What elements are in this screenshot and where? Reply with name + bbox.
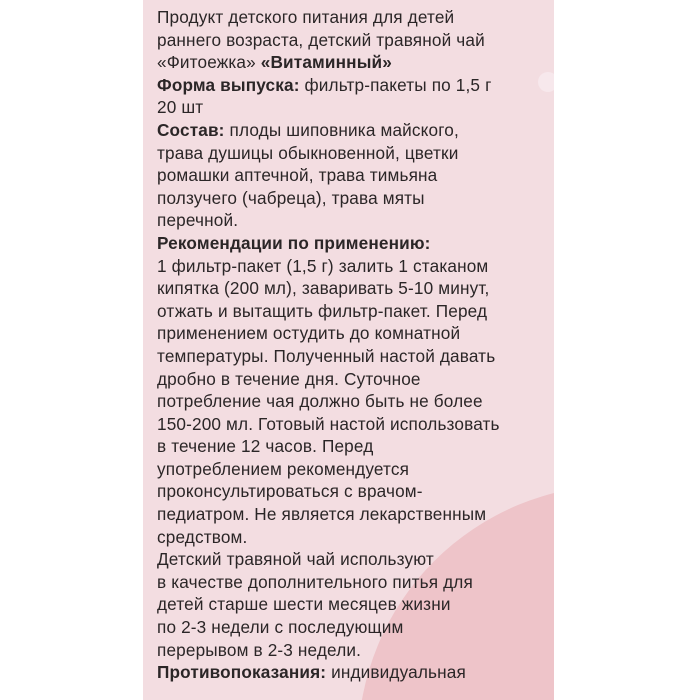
form-text-rest: 20 шт	[157, 97, 204, 118]
usage-line: температуры. Полученный настой давать	[157, 345, 496, 366]
brand-name: «Фитоежка»	[157, 52, 256, 73]
usage-line: средством.	[157, 526, 248, 547]
usage-line: потребление чая должно быть не более	[157, 391, 483, 412]
form-line	[157, 74, 552, 97]
usage-line: 150-200 мл. Готовый настой использовать	[157, 413, 500, 434]
contraindications-text: индивидуальная	[331, 662, 466, 683]
composition-line: ромашки аптечной, трава тимьяна	[157, 165, 438, 186]
composition-heading: Состав:	[157, 119, 225, 140]
contraindications-heading: Противопоказания:	[157, 662, 327, 683]
usage-line: отжать и вытащить фильтр-пакет. Перед	[157, 300, 488, 321]
form-heading: Форма выпуска:	[157, 74, 300, 95]
usage-line: перерывом в 2-3 недели.	[157, 639, 362, 660]
usage-heading: Рекомендации по применению:	[157, 232, 431, 253]
usage-line: в качестве дополнительного питья для	[157, 571, 473, 592]
intro-line: раннего возраста, детский травяной чай	[157, 29, 485, 50]
intro-line: Продукт детского питания для детей	[157, 7, 455, 27]
composition-line: ползучего (чабреца), трава мяты	[157, 187, 425, 208]
usage-line: детей старше шести месяцев жизни	[157, 594, 451, 615]
usage-line: 1 фильтр-пакет (1,5 г) залить 1 стаканом	[157, 255, 489, 276]
intro-product-name-line	[157, 51, 552, 74]
product-name: «Витаминный»	[260, 52, 392, 73]
usage-line: проконсультироваться с врачом-	[157, 481, 423, 502]
composition-line: трава душицы обыкновенной, цветки	[157, 142, 459, 163]
composition-text: плоды шиповника майского,	[229, 119, 459, 140]
usage-line: кипятка (200 мл), заваривать 5-10 минут,	[157, 278, 490, 299]
usage-line: педиатром. Не является лекарственным	[157, 504, 487, 525]
contraindications-line	[157, 661, 552, 684]
composition-line: перечной.	[157, 210, 239, 231]
product-label-card	[143, 0, 554, 700]
usage-line: Детский травяной чай используют	[157, 549, 434, 570]
label-text-block	[157, 6, 552, 684]
form-text: фильтр-пакеты по 1,5 г	[304, 74, 492, 95]
usage-line: применением остудить до комнатной	[157, 323, 461, 344]
composition-line	[157, 119, 552, 142]
usage-line: по 2-3 недели с последующим	[157, 617, 404, 638]
usage-line: в течение 12 часов. Перед	[157, 436, 374, 457]
usage-line: употреблением рекомендуется	[157, 458, 410, 479]
usage-line: дробно в течение дня. Суточное	[157, 368, 421, 389]
